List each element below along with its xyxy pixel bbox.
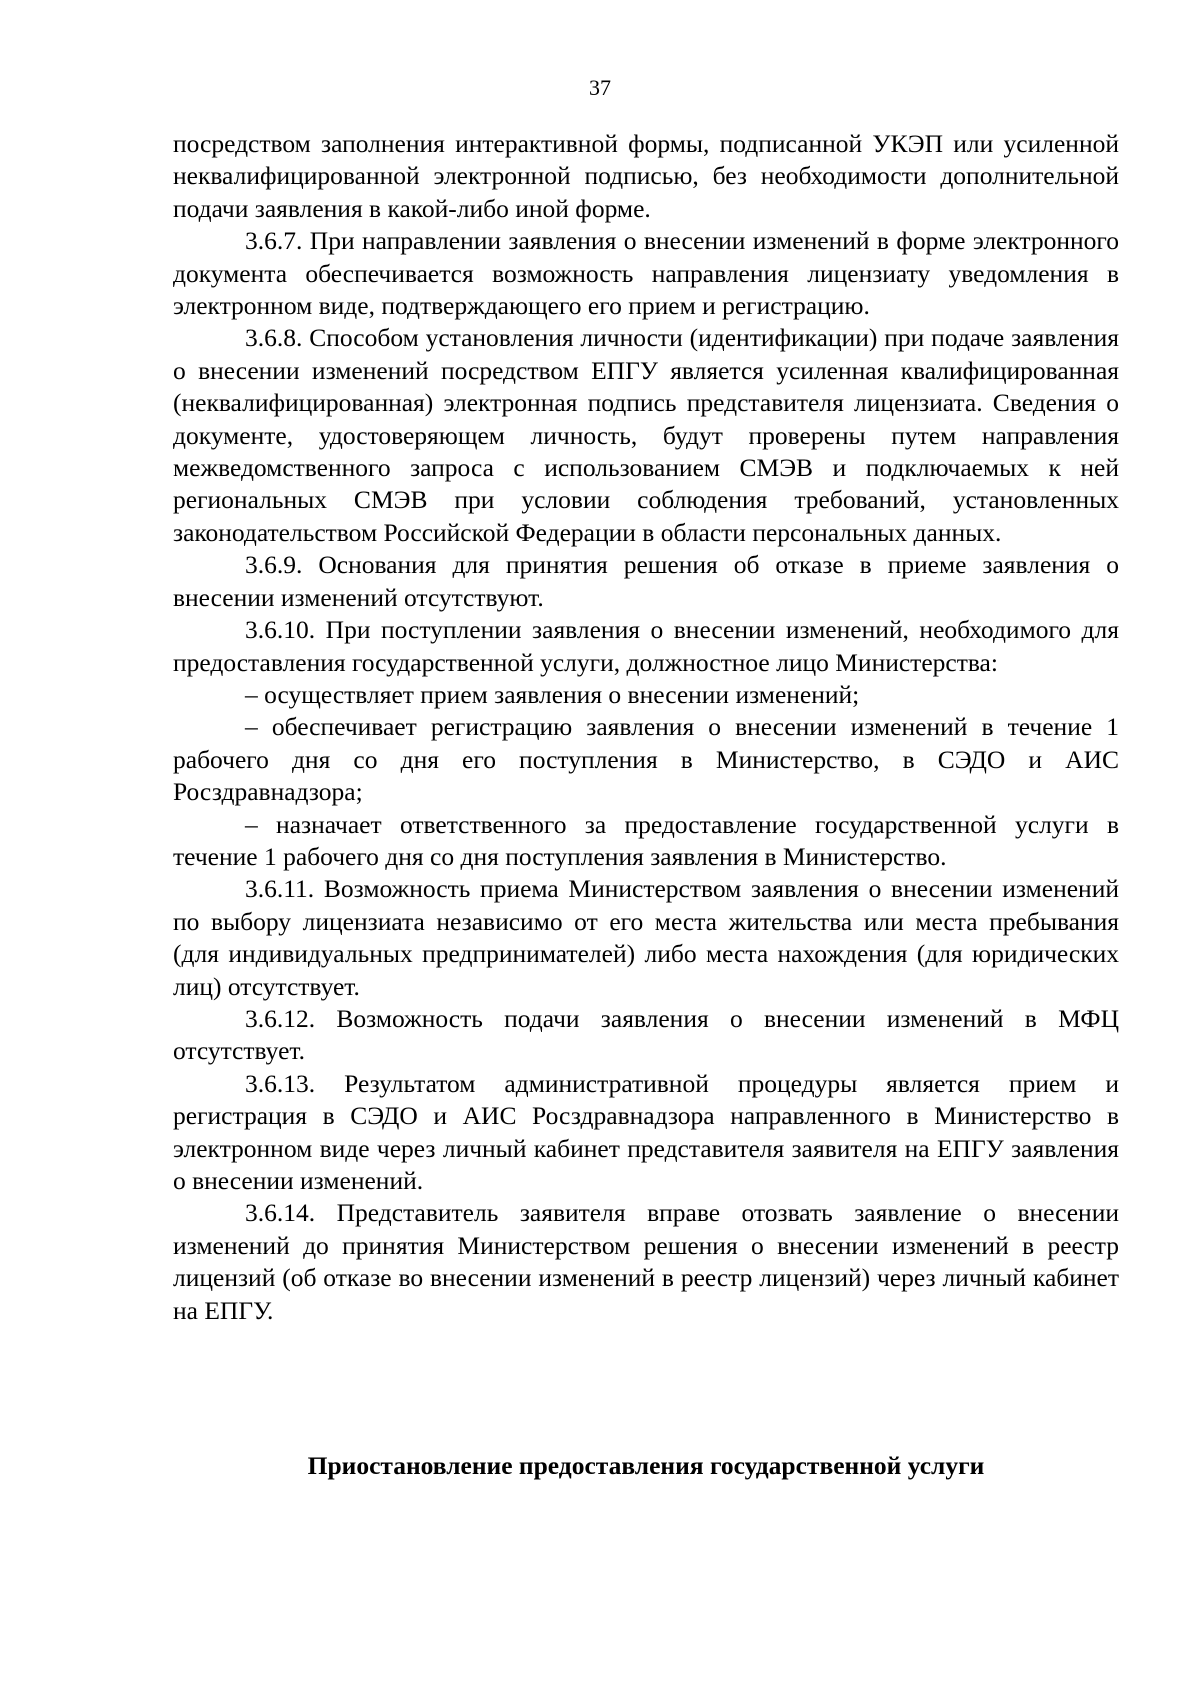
paragraph-3-6-9: 3.6.9. Основания для принятия решения об отказе в приеме заявления о внесении изменений отсутствуют. — [173, 550, 1119, 612]
list-item-register: – обеспечивает регистрацию заявления о внесении изменений в течение 1 рабочего дня со дня его поступления в Министерство, в СЭДО и АИС Росздравнадзора; — [173, 712, 1119, 807]
paragraph-3-6-14: 3.6.14. Представитель заявителя вправе отозвать заявление о внесении изменений до принятия Министерством решения о внесении изменений в реестр лицензий (об отказе во внесении изменений в реестр лицензий) через личный кабинет на ЕПГУ. — [173, 1198, 1119, 1325]
paragraph-3-6-7: 3.6.7. При направлении заявления о внесении изменений в форме электронного документа обеспечивается возможность направления лицензиату уведомления в электронном виде, подтверждающего его прием и регистрацию. — [173, 226, 1119, 321]
page-number: 37 — [589, 75, 611, 100]
paragraph-3-6-13: 3.6.13. Результатом административной процедуры является прием и регистрация в СЭДО и АИС Росздравнадзора направленного в Министерство в электронном виде через личный кабинет представителя заявителя на ЕПГУ заявления о внесении изменений. — [173, 1068, 1119, 1195]
document-body — [173, 128, 1119, 1327]
paragraph-3-6-8: 3.6.8. Способом установления личности (идентификации) при подаче заявления о внесении изменений посредством ЕПГУ является усиленная квалифицированная (неквалифицированная) электронная подпись представителя лицензиата. Сведения о документе, удостоверяющем личность, будут проверены путем направления межведомственного запроса с использованием СМЭВ и подключаемых к ней региональных СМЭВ при условии соблюдения требований, установленных законодательством Российской Федерации в области персональных данных. — [173, 323, 1119, 547]
paragraph-continuation: посредством заполнения интерактивной формы, подписанной УКЭП или усиленной неквалифицированной электронной подписью, без необходимости дополнительной подачи заявления в какой-либо иной форме. — [173, 129, 1119, 223]
paragraph-3-6-12: 3.6.12. Возможность подачи заявления о внесении изменений в МФЦ отсутствует. — [173, 1003, 1119, 1066]
paragraph-3-6-10: 3.6.10. При поступлении заявления о внесении изменений, необходимого для предоставления государственной услуги, должностное лицо Министерства: — [173, 615, 1119, 677]
paragraph-3-6-11: 3.6.11. Возможность приема Министерством заявления о внесении изменений по выбору лицензиата независимо от его места жительства или места пребывания (для индивидуальных предпринимателей) либо места нахождения (для юридических лиц) отсутствует. — [173, 874, 1119, 1001]
section-heading: Приостановление предоставления государственной услуги — [307, 1451, 985, 1480]
list-item-assign: – назначает ответственного за предоставление государственной услуги в течение 1 рабочего дня со дня поступления заявления в Министерство. — [173, 809, 1119, 871]
list-item-accept: – осуществляет прием заявления о внесении изменений; — [245, 679, 860, 709]
